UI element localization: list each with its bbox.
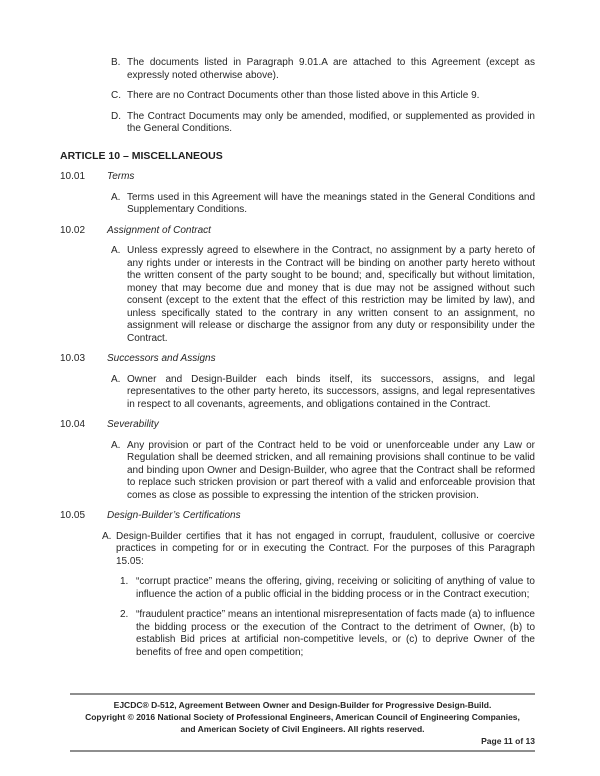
list-marker: A.	[111, 245, 121, 256]
list-item-d	[0, 111, 600, 136]
list-item-b	[0, 57, 600, 82]
footer-copyright-line-2: and American Society of Civil Engineers. All rights reserved.	[180, 723, 425, 734]
list-marker: D.	[111, 110, 121, 122]
section-heading-10-05	[60, 510, 535, 523]
section-number: 10.01	[60, 171, 86, 182]
list-marker: C.	[111, 90, 121, 101]
list-item-text: “corrupt practice” means the offering, giving, receiving or soliciting of anything of value to influence the action of a public official in the bidding process or in the Contract execution;	[136, 576, 535, 600]
section-number: 10.02	[60, 224, 86, 236]
section-number: 10.05	[60, 510, 86, 521]
page-footer	[70, 693, 535, 752]
list-item-10-04-a	[0, 440, 600, 503]
list-item-text: Design-Builder certifies that it has not engaged in corrupt, fraudulent, collusive or coercive practices in competing for or in executing the Contract. For the purposes of this Paragraph 15.05:	[116, 530, 535, 567]
section-title: Severability	[107, 419, 159, 430]
footer-title-line: EJCDC® D-512, Agreement Between Owner and Design-Builder for Progressive Design-Build.	[113, 700, 492, 710]
list-item-text: “fraudulent practice” means an intentional misrepresentation of facts made (a) to influence the bidding process or the execution of the Contract to the detriment of Owner, (b) to establish Bid prices at artificial non-competitive levels, or (c) to deprive Owner of the benefits of free and open competition;	[136, 609, 535, 658]
footer-top-rule	[70, 693, 535, 695]
list-item-text: The documents listed in Paragraph 9.01.A are attached to this Agreement (except as expressly noted otherwise above).	[127, 57, 535, 81]
list-marker: 1.	[120, 576, 129, 587]
footer-copyright-line: Copyright © 2016 National Society of Professional Engineers, American Council of Engineering Companies,	[85, 711, 520, 722]
page-number: Page 11 of 13	[481, 736, 535, 747]
numbered-item-1	[0, 576, 600, 601]
list-marker: A.	[111, 373, 121, 385]
article-10-heading: ARTICLE 10 – MISCELLANEOUS	[60, 149, 223, 162]
section-heading-10-04	[60, 419, 535, 432]
section-title: Successors and Assigns	[107, 353, 216, 364]
list-item-10-01-a	[0, 192, 600, 217]
section-title: Terms	[107, 171, 135, 182]
numbered-item-2	[0, 609, 600, 659]
list-item-text: Owner and Design-Builder each binds itself, its successors, assigns, and legal representatives to the other party hereto, its successors, assigns, and legal representatives in respect to all covenants, agreements, and obligations contained in the Contract.	[127, 373, 535, 410]
list-marker: 2.	[120, 609, 129, 620]
section-number: 10.04	[60, 419, 86, 430]
list-marker: A.	[102, 530, 112, 542]
section-heading-10-02	[60, 225, 535, 238]
list-item-text: The Contract Documents may only be amended, modified, or supplemented as provided in the General Conditions.	[127, 110, 535, 134]
section-heading-10-01	[60, 171, 535, 184]
list-marker: A.	[111, 439, 121, 451]
list-item-text: Any provision or part of the Contract held to be void or unenforceable under any Law or Regulation shall be deemed stricken, and all remaining provisions shall continue to be valid and binding upon Owner and Design-Builder, who agree that the Contract shall be reformed to replace such stricken provision or part thereof with a valid and enforceable provision that comes as close as possible to expressing the intention of the stricken provision.	[127, 439, 535, 501]
list-item-text: Unless expressly agreed to elsewhere in the Contract, no assignment by a party hereto of any rights under or interests in the Contract will be binding on another party hereto without the written consent of the party sought to be bound; and, specifically but without limitation, money that may become due and money that is due may not be assigned without such consent (except to the extent that the effect of this restriction may be limited by law), and unless specifically stated to the contrary in any written consent to an assignment, no assignment will release or discharge the assignor from any duty or responsibility under the Contract.	[127, 245, 535, 344]
section-title: Design-Builder’s Certifications	[107, 510, 241, 521]
list-item-text: Terms used in this Agreement will have the meanings stated in the General Conditions and Supplementary Conditions.	[127, 191, 535, 215]
section-heading-10-03	[60, 353, 535, 366]
footer-bottom-rule	[70, 750, 535, 752]
list-marker: B.	[111, 57, 121, 68]
list-item-10-05-a	[0, 531, 600, 569]
section-title: Assignment of Contract	[107, 224, 211, 236]
list-marker: A.	[111, 191, 121, 203]
list-item-text: There are no Contract Documents other than those listed above in this Article 9.	[127, 90, 480, 101]
list-item-c	[0, 90, 600, 103]
list-item-10-02-a	[0, 245, 600, 345]
page-body	[0, 57, 600, 667]
section-number: 10.03	[60, 353, 86, 364]
list-item-10-03-a	[0, 374, 600, 412]
